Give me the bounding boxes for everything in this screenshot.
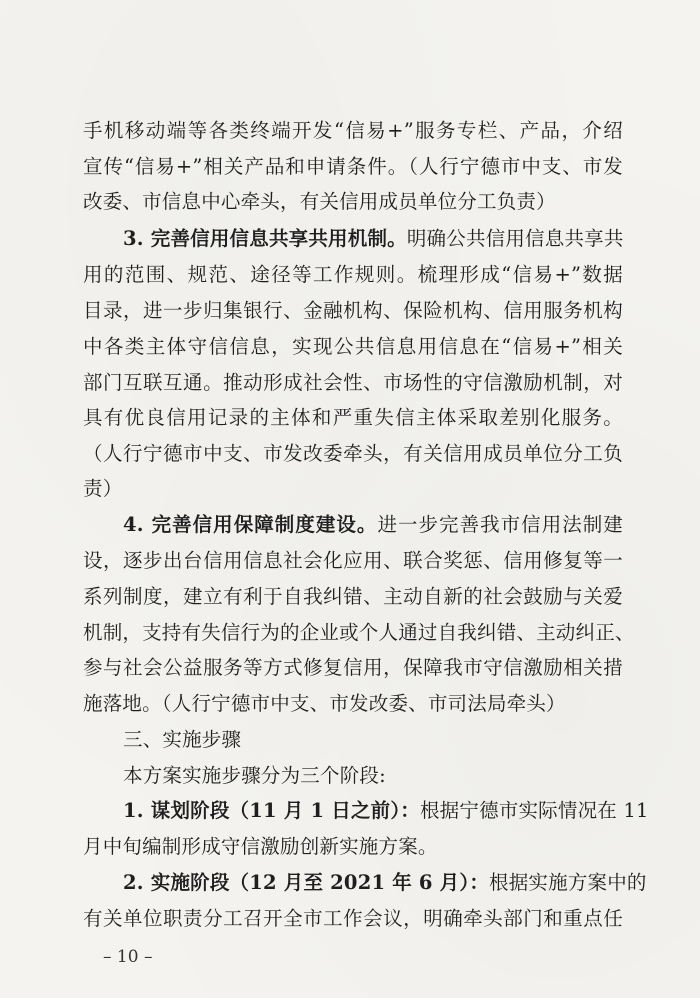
stage-1: 1. 谋划阶段（11 月 1 日之前）：根据宁德市实际情况在 11 (123, 799, 649, 822)
page-number: – 10 – (103, 947, 153, 967)
text-line: 参与社会公益服务等方式修复信用，保障我市守信激励相关措 (83, 656, 623, 679)
text-line: 设，逐步出台信用信息社会化应用、联合奖惩、信用修复等一 (83, 549, 623, 572)
section-heading-3: 3. 完善信用信息共享共用机制。明确公共信用信息共享共 (123, 227, 624, 250)
text-line: 改委、市信息中心牵头，有关信用成员单位分工负责） (83, 190, 556, 213)
text-line: 用的范围、规范、途径等工作规则。梳理形成“信易+”数据 (83, 263, 623, 286)
text-line: 系列制度，建立有利于自我纠错、主动自新的社会鼓励与关爱 (83, 585, 623, 608)
stage-2: 2. 实施阶段（12 月至 2021 年 6 月）：根据实施方案中的 (123, 871, 647, 894)
text-line: 目录，进一步归集银行、金融机构、保险机构、信用服务机构 (83, 299, 623, 322)
text-line: 施落地。（人行宁德市中支、市发改委、市司法局牵头） (83, 692, 566, 715)
section-title-implementation-steps: 三、实施步骤 (123, 728, 242, 751)
text-line: 责） (83, 477, 123, 500)
text-line: 有关单位职责分工召开全市工作会议，明确牵头部门和重点任 (83, 907, 623, 930)
text-line: 具有优良信用记录的主体和严重失信主体采取差别化服务。 (83, 406, 623, 429)
text-line: 中各类主体守信信息，实现公共信息用信息在“信易+”相关 (83, 335, 623, 358)
text-line: 月中旬编制形成守信激励创新实施方案。 (83, 835, 438, 858)
section-heading-4: 4. 完善信用保障制度建设。进一步完善我市信用法制建 (123, 513, 623, 536)
text-line: 本方案实施步骤分为三个阶段: (123, 764, 386, 787)
text-line: 机制，支持有失信行为的企业或个人通过自我纠错、主动纠正、 (83, 621, 635, 644)
text-line: 宣传“信易+”相关产品和申请条件。（人行宁德市中支、市发 (83, 155, 623, 178)
text-line: 手机移动端等各类终端开发“信易+”服务专栏、产品，介绍 (83, 119, 623, 142)
text-line: （人行宁德市中支、市发改委牵头，有关信用成员单位分工负 (83, 442, 623, 465)
text-line: 部门互联互通。推动形成社会性、市场性的守信激励机制，对 (83, 371, 623, 394)
